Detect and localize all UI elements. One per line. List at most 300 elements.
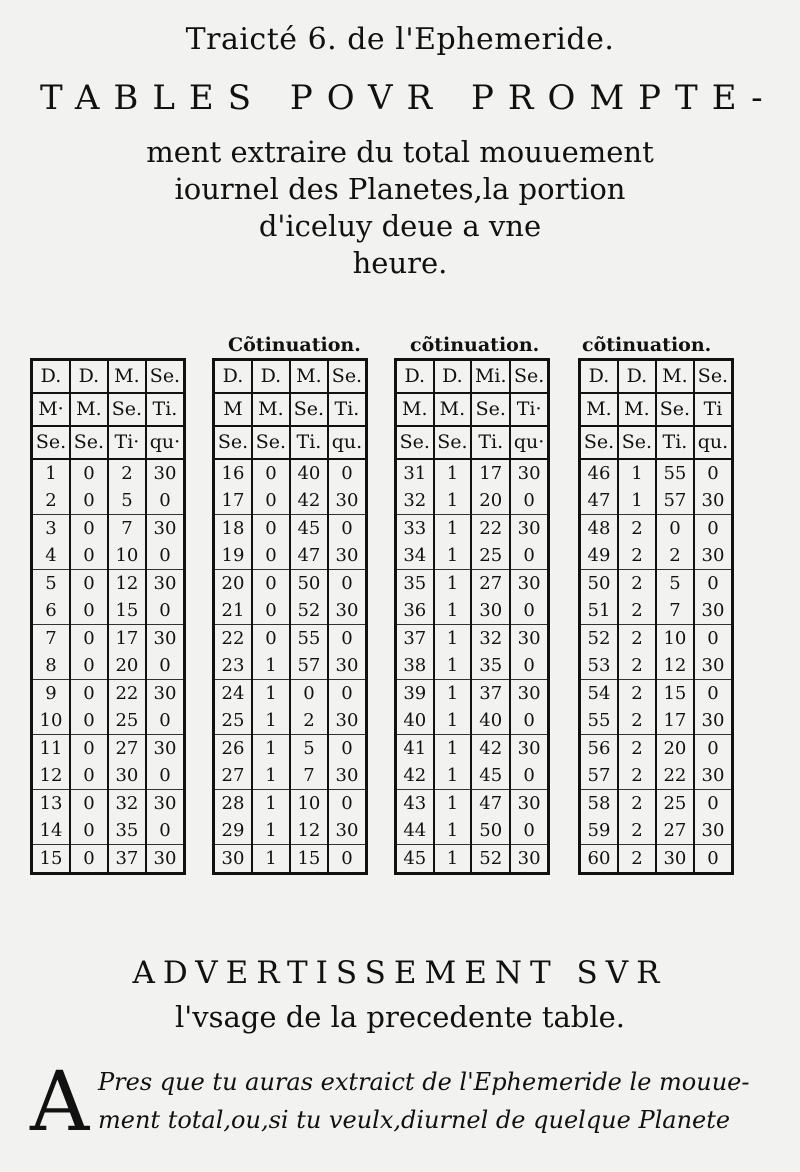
table-cell: 11 <box>39 738 63 759</box>
table-header-row <box>581 360 731 394</box>
table-cell: 0 <box>70 790 108 818</box>
table-cell: 45 <box>290 515 328 543</box>
header-cell: Ti. <box>328 393 365 426</box>
table-cell: 5 <box>656 570 694 598</box>
table-row <box>33 652 183 680</box>
table-row <box>397 845 547 874</box>
table-cell: 38 <box>397 652 434 680</box>
table-cell: 39 <box>403 683 427 704</box>
header-cell: Ti. <box>146 393 183 426</box>
main-title: TABLES POVR PROMPTE- <box>40 78 777 118</box>
header-cell: D. <box>618 360 656 394</box>
table-cell: 30 <box>146 680 183 708</box>
table-cell: 1 <box>434 459 472 487</box>
table-cell: 22 <box>221 628 245 649</box>
header-cell: D. <box>252 360 290 394</box>
table-cell: 18 <box>221 518 245 539</box>
table-cell: 2 <box>618 790 656 818</box>
header-cell: Se. <box>146 360 183 394</box>
header-cell: qu· <box>146 426 183 459</box>
table-cell: 26 <box>221 738 245 759</box>
table-cell: 25 <box>108 707 146 735</box>
table-cell: 57 <box>290 652 328 680</box>
header-cell: M. <box>252 393 290 426</box>
table-cell: 1 <box>618 487 656 515</box>
table-cell: 35 <box>403 573 427 594</box>
header-cell: Se. <box>434 426 472 459</box>
table-cell: 25 <box>215 707 252 735</box>
header-cell: Se. <box>397 426 434 459</box>
table-cell: 53 <box>581 652 618 680</box>
table-cell: 30 <box>146 845 183 874</box>
table-cell: 2 <box>618 542 656 570</box>
table-cell: 1 <box>618 459 656 487</box>
table-cell: 5 <box>45 573 57 594</box>
table-row <box>397 542 547 570</box>
table-row <box>397 487 547 515</box>
table-row <box>33 487 183 515</box>
table-cell: 0 <box>252 625 290 653</box>
table-row <box>581 570 731 598</box>
table-cell: 41 <box>403 738 427 759</box>
table-cell: 30 <box>510 790 547 818</box>
table-cell: 0 <box>146 762 183 790</box>
table-cell: 0 <box>694 735 731 763</box>
table-cell: 2 <box>618 817 656 845</box>
header-cell: D. <box>33 360 70 394</box>
table-cell: 40 <box>290 459 328 487</box>
table-cell: 1 <box>434 680 472 708</box>
table-row <box>215 680 365 708</box>
table-row <box>581 845 731 874</box>
header-cell: Mi. <box>471 360 510 394</box>
table-cell: 55 <box>656 459 694 487</box>
table-cell: 0 <box>70 652 108 680</box>
table-cell: 0 <box>146 817 183 845</box>
table-cell: 0 <box>328 790 365 818</box>
table-cell: 22 <box>471 515 510 543</box>
table-header-row <box>215 360 365 394</box>
table-cell: 40 <box>471 707 510 735</box>
table-row <box>215 735 365 763</box>
header-cell: Se. <box>108 393 146 426</box>
table-cell: 0 <box>70 817 108 845</box>
table-cell: 15 <box>108 597 146 625</box>
table-header-row <box>581 393 731 426</box>
table-header-row <box>215 426 365 459</box>
table-cell: 30 <box>510 625 547 653</box>
table-cell: 30 <box>146 570 183 598</box>
table-cell: 1 <box>434 625 472 653</box>
table-cell: 0 <box>656 515 694 543</box>
ephemeris-table <box>33 358 183 875</box>
table-cell: 54 <box>587 683 611 704</box>
table-cell: 48 <box>587 518 611 539</box>
table-cell: 34 <box>397 542 434 570</box>
table-cell: 30 <box>146 625 183 653</box>
header-cell: D. <box>70 360 108 394</box>
table-cell: 0 <box>510 542 547 570</box>
table-cell: 52 <box>471 845 510 874</box>
table-row <box>397 762 547 790</box>
table-cell: 30 <box>694 597 731 625</box>
header-cell: Se. <box>471 393 510 426</box>
table-cell: 32 <box>397 487 434 515</box>
ephemeris-table <box>397 358 547 875</box>
table-cell: 9 <box>45 683 57 704</box>
table-cell: 50 <box>587 573 611 594</box>
table-row <box>581 487 731 515</box>
table-cell: 55 <box>581 707 618 735</box>
table-cell: 2 <box>618 762 656 790</box>
title-line: ment extraire du total mouuement <box>146 135 654 169</box>
table-cell: 2 <box>33 487 70 515</box>
table-cell: 0 <box>328 735 365 763</box>
table-cell: 1 <box>252 735 290 763</box>
table-row <box>33 515 183 543</box>
header-cell: Se. <box>510 360 547 394</box>
table-header-row <box>581 426 731 459</box>
table-row <box>33 542 183 570</box>
table-cell: 2 <box>618 707 656 735</box>
table-cell: 30 <box>471 597 510 625</box>
table-cell: 0 <box>70 542 108 570</box>
table-cell: 1 <box>45 463 57 484</box>
table-cell: 37 <box>403 628 427 649</box>
header-cell: M. <box>656 360 694 394</box>
table-cell: 13 <box>39 793 63 814</box>
header-cell: M. <box>581 393 618 426</box>
header-cell: Ti· <box>108 426 146 459</box>
table-cell: 30 <box>510 570 547 598</box>
advertisement-subtitle: l'vsage de la precedente table. <box>174 1000 626 1034</box>
table-row <box>33 845 183 874</box>
table-header-row <box>33 360 183 394</box>
table-cell: 57 <box>656 487 694 515</box>
table-cell: 40 <box>397 707 434 735</box>
table-cell: 20 <box>221 573 245 594</box>
table-cell: 47 <box>290 542 328 570</box>
table-cell: 60 <box>581 845 618 874</box>
table-cell: 4 <box>33 542 70 570</box>
table-cell: 0 <box>510 817 547 845</box>
table-cell: 32 <box>471 625 510 653</box>
table-cell: 0 <box>70 735 108 763</box>
table-row <box>581 625 731 653</box>
table-cell: 14 <box>33 817 70 845</box>
table-cell: 25 <box>471 542 510 570</box>
table-cell: 27 <box>215 762 252 790</box>
table-cell: 2 <box>618 680 656 708</box>
table-cell: 0 <box>694 625 731 653</box>
table-cell: 2 <box>108 459 146 487</box>
table-cell: 0 <box>70 487 108 515</box>
table-cell: 30 <box>694 652 731 680</box>
table-cell: 1 <box>252 680 290 708</box>
table-cell: 30 <box>146 790 183 818</box>
table-cell: 47 <box>581 487 618 515</box>
table-cell: 30 <box>510 735 547 763</box>
table-cell: 0 <box>694 459 731 487</box>
table-cell: 0 <box>252 542 290 570</box>
header-cell: Se. <box>328 360 365 394</box>
header-cell: Ti <box>694 393 731 426</box>
table-cell: 0 <box>510 597 547 625</box>
table-row <box>581 597 731 625</box>
table-header-row <box>397 426 547 459</box>
table-cell: 35 <box>471 652 510 680</box>
table-cell: 0 <box>510 762 547 790</box>
table-cell: 10 <box>108 542 146 570</box>
table-row <box>397 459 547 487</box>
table-cell: 2 <box>618 735 656 763</box>
table-header-row <box>215 393 365 426</box>
table-cell: 12 <box>108 570 146 598</box>
table-cell: 1 <box>252 845 290 874</box>
table-cell: 5 <box>290 735 328 763</box>
table-cell: 1 <box>434 597 472 625</box>
table-row <box>215 597 365 625</box>
table-cell: 1 <box>434 790 472 818</box>
header-cell: D. <box>215 360 252 394</box>
header-cell: qu. <box>694 426 731 459</box>
continuation-label: cõtinuation. <box>582 334 712 356</box>
table-cell: 3 <box>45 518 57 539</box>
table-row <box>397 817 547 845</box>
table-row <box>581 542 731 570</box>
table-cell: 27 <box>471 570 510 598</box>
table-cell: 0 <box>328 459 365 487</box>
running-head: Traicté 6. de l'Ephemeride. <box>185 22 615 57</box>
table-cell: 5 <box>108 487 146 515</box>
table-cell: 20 <box>108 652 146 680</box>
table-cell: 16 <box>221 463 245 484</box>
table-row <box>215 459 365 487</box>
table-cell: 0 <box>70 570 108 598</box>
table-cell: 32 <box>108 790 146 818</box>
table-cell: 15 <box>33 845 70 874</box>
header-cell: Se. <box>33 426 70 459</box>
table-cell: 15 <box>656 680 694 708</box>
table-cell: 1 <box>434 570 472 598</box>
table-cell: 22 <box>656 762 694 790</box>
table-cell: 10 <box>656 625 694 653</box>
header-cell: M <box>215 393 252 426</box>
table-row <box>215 762 365 790</box>
continuation-label: cõtinuation. <box>410 334 540 356</box>
table-cell: 0 <box>252 487 290 515</box>
table-cell: 43 <box>403 793 427 814</box>
table-row <box>581 817 731 845</box>
table-cell: 0 <box>70 680 108 708</box>
header-cell: M. <box>397 393 434 426</box>
table-cell: 7 <box>45 628 57 649</box>
header-cell: D. <box>581 360 618 394</box>
table-cell: 19 <box>215 542 252 570</box>
table-cell: 0 <box>510 652 547 680</box>
table-cell: 17 <box>108 625 146 653</box>
table-header-row <box>397 393 547 426</box>
table-cell: 25 <box>656 790 694 818</box>
table-cell: 0 <box>70 707 108 735</box>
table-cell: 12 <box>656 652 694 680</box>
table-row <box>215 652 365 680</box>
table-row <box>215 845 365 874</box>
table-cell: 20 <box>471 487 510 515</box>
table-row <box>581 680 731 708</box>
header-cell: Se. <box>70 426 108 459</box>
table-cell: 58 <box>587 793 611 814</box>
table-row <box>33 459 183 487</box>
table-cell: 22 <box>108 680 146 708</box>
table-row <box>215 542 365 570</box>
table-cell: 27 <box>656 817 694 845</box>
table-cell: 31 <box>403 463 427 484</box>
table-cell: 0 <box>146 652 183 680</box>
table-cell: 45 <box>397 845 434 874</box>
table-header-row <box>33 426 183 459</box>
table-cell: 2 <box>618 652 656 680</box>
table-cell: 42 <box>471 735 510 763</box>
table-row <box>397 790 547 818</box>
table-cell: 1 <box>252 707 290 735</box>
table-cell: 0 <box>252 570 290 598</box>
table-cell: 10 <box>33 707 70 735</box>
table-row <box>581 459 731 487</box>
header-cell: Se. <box>618 426 656 459</box>
table-row <box>33 707 183 735</box>
table-block-3 <box>394 358 550 875</box>
table-cell: 30 <box>694 487 731 515</box>
header-cell: D. <box>397 360 434 394</box>
table-cell: 30 <box>510 459 547 487</box>
table-block-4 <box>578 358 734 875</box>
table-cell: 21 <box>215 597 252 625</box>
table-cell: 2 <box>618 597 656 625</box>
table-block-1 <box>30 358 186 875</box>
ephemeris-table <box>215 358 365 875</box>
table-row <box>397 597 547 625</box>
table-cell: 1 <box>434 652 472 680</box>
table-cell: 30 <box>328 597 365 625</box>
table-row <box>581 515 731 543</box>
table-cell: 30 <box>215 845 252 874</box>
table-row <box>397 707 547 735</box>
table-cell: 1 <box>434 762 472 790</box>
header-cell: M. <box>108 360 146 394</box>
table-cell: 0 <box>252 515 290 543</box>
table-cell: 30 <box>694 762 731 790</box>
table-row <box>397 680 547 708</box>
table-cell: 30 <box>328 817 365 845</box>
table-row <box>33 680 183 708</box>
header-cell: Ti. <box>471 426 510 459</box>
table-cell: 30 <box>510 515 547 543</box>
header-cell: M. <box>434 393 472 426</box>
table-cell: 2 <box>618 570 656 598</box>
table-cell: 1 <box>434 817 472 845</box>
table-cell: 0 <box>146 542 183 570</box>
table-cell: 24 <box>221 683 245 704</box>
table-cell: 0 <box>70 762 108 790</box>
table-cell: 45 <box>471 762 510 790</box>
table-cell: 0 <box>70 459 108 487</box>
header-cell: D. <box>434 360 472 394</box>
table-cell: 1 <box>252 817 290 845</box>
table-cell: 46 <box>587 463 611 484</box>
table-row <box>33 570 183 598</box>
table-cell: 37 <box>471 680 510 708</box>
table-cell: 30 <box>510 845 547 874</box>
table-cell: 12 <box>33 762 70 790</box>
table-row <box>33 625 183 653</box>
table-row <box>581 762 731 790</box>
header-cell: M· <box>33 393 70 426</box>
table-row <box>33 735 183 763</box>
table-cell: 0 <box>146 707 183 735</box>
header-cell: Se. <box>656 393 694 426</box>
table-cell: 35 <box>108 817 146 845</box>
table-cell: 0 <box>328 680 365 708</box>
drop-cap: A <box>30 1055 90 1150</box>
table-cell: 0 <box>146 487 183 515</box>
table-cell: 0 <box>70 597 108 625</box>
header-cell: qu. <box>328 426 365 459</box>
table-cell: 33 <box>403 518 427 539</box>
table-row <box>33 762 183 790</box>
table-cell: 50 <box>290 570 328 598</box>
table-cell: 37 <box>108 845 146 874</box>
table-cell: 30 <box>146 459 183 487</box>
table-cell: 20 <box>656 735 694 763</box>
table-cell: 7 <box>290 762 328 790</box>
table-cell: 36 <box>397 597 434 625</box>
table-row <box>215 817 365 845</box>
table-row <box>581 735 731 763</box>
table-cell: 0 <box>328 625 365 653</box>
header-cell: M. <box>618 393 656 426</box>
table-cell: 0 <box>510 707 547 735</box>
header-cell: Ti. <box>656 426 694 459</box>
header-cell: M. <box>70 393 108 426</box>
table-header-row <box>397 360 547 394</box>
table-row <box>581 707 731 735</box>
table-cell: 0 <box>694 570 731 598</box>
table-cell: 57 <box>581 762 618 790</box>
table-row <box>215 570 365 598</box>
table-cell: 7 <box>108 515 146 543</box>
table-cell: 30 <box>328 707 365 735</box>
title-line: heure. <box>352 246 448 280</box>
ephemeris-tables <box>30 358 765 918</box>
header-cell: Se. <box>581 426 618 459</box>
table-cell: 8 <box>33 652 70 680</box>
table-row <box>215 515 365 543</box>
advertisement-title: ADVERTISSEMENT SVR <box>132 955 668 991</box>
table-cell: 0 <box>252 597 290 625</box>
table-row <box>33 817 183 845</box>
table-cell: 30 <box>328 542 365 570</box>
table-cell: 55 <box>290 625 328 653</box>
table-cell: 17 <box>215 487 252 515</box>
paragraph-line: ment total,ou,si tu veulx,diurnel de quelque Planete <box>98 1106 731 1134</box>
table-cell: 30 <box>694 817 731 845</box>
table-cell: 2 <box>618 845 656 874</box>
table-cell: 28 <box>221 793 245 814</box>
header-cell: qu· <box>510 426 547 459</box>
title-continuation <box>0 134 800 282</box>
table-cell: 30 <box>108 762 146 790</box>
